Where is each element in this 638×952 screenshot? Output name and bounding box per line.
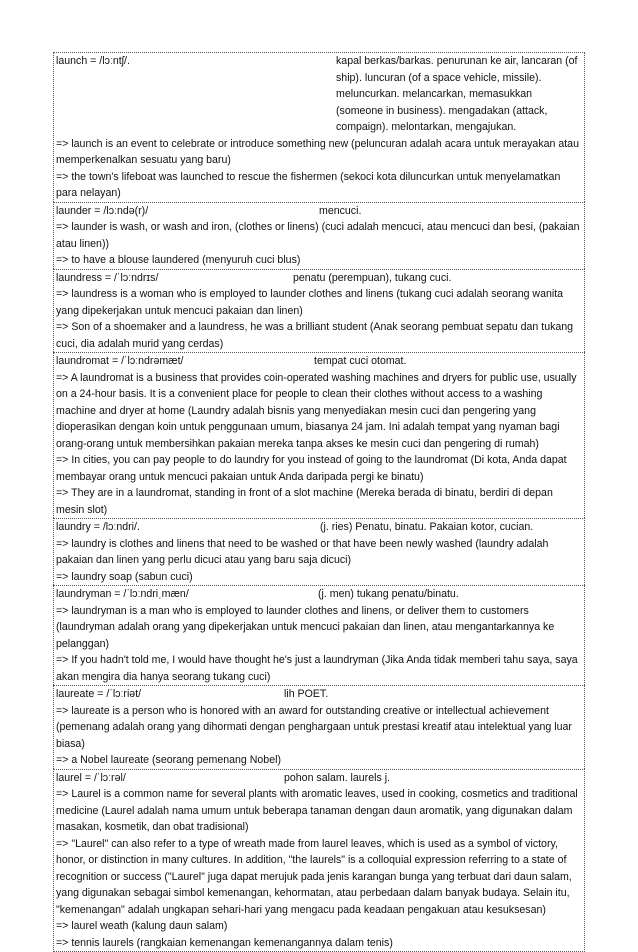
entry-headline: [56, 353, 582, 370]
translation: (j. ries) Penatu, binatu. Pakaian kotor, cucian.: [320, 519, 582, 536]
translation: penatu (perempuan), tukang cuci.: [293, 270, 582, 287]
translation: (j. men) tukang penatu/binatu.: [318, 586, 582, 603]
example-line: => A laundromat is a business that provides coin-operated washing machines and dryers for public use, usually on a 24-hour basis. It is a convenient place for people to clean their clothes without access to a washing machine and dryer at home (Laundry adalah bisnis yang menyediakan mesin cuci dan pengering yang dioperasikan dengan koin untuk penggunaan umum, biasanya 24 jam. Ini adalah tempat yang nyaman bagi orang-orang untuk membersihkan pakaian mereka tanpa akses ke mesin cuci dan pengering di rumah): [56, 370, 582, 453]
headword: launder = /lɔːndə(r)/: [56, 203, 319, 220]
headword: laundress = /ˈlɔːndrɪs/: [56, 270, 293, 287]
translation: pohon salam. laurels j.: [284, 770, 582, 787]
translation: mencuci.: [319, 203, 582, 220]
entry-headline: [56, 686, 582, 703]
example-line: => launch is an event to celebrate or introduce something new (peluncuran adalah acara untuk merayakan atau memperkenalkan sesuatu yang baru): [56, 136, 582, 169]
example-line: => launder is wash, or wash and iron, (clothes or linens) (cuci adalah mencuci, atau mencuci dan besi, (pakaian atau linen)): [56, 219, 582, 252]
example-line: => a Nobel laureate (seorang pemenang Nobel): [56, 752, 582, 769]
dictionary-entry: [53, 685, 585, 769]
dictionary-entry: [53, 769, 585, 952]
example-line: => "Laurel" can also refer to a type of wreath made from laurel leaves, which is used as a symbol of victory, honor, or distinction in many cultures. In addition, "the laurels" is a colloquial expression referring to a state of recognition or success ("Laurel" juga dapat merujuk pada jenis karangan bunga yang terbuat dari daun salam, yang digunakan sebagai simbol kemenangan, kehormatan, atau perbedaan dalam banyak budaya. Selain itu, "kemenangan" adalah ungkapan sehari-hari yang mengacu pada keadaan pengakuan atau kesuksesan): [56, 836, 582, 919]
example-line: => laurel weath (kalung daun salam): [56, 918, 582, 935]
entry-headline: [56, 770, 582, 787]
headword: laundromat = /ˈlɔːndrəmæt/: [56, 353, 314, 370]
headword: launch = /lɔːntʃ/.: [56, 53, 336, 136]
example-line: => They are in a laundromat, standing in front of a slot machine (Mereka berada di binatu, berdiri di depan mesin slot): [56, 485, 582, 518]
headword: laurel = /ˈlɔːrəl/: [56, 770, 284, 787]
entry-headline: [56, 270, 582, 287]
dictionary-entry: [53, 585, 585, 685]
example-line: => Son of a shoemaker and a laundress, he was a brilliant student (Anak seorang pembuat sepatu dan tukang cuci, dia adalah murid yang cerdas): [56, 319, 582, 352]
example-line: => laundry is clothes and linens that need to be washed or that have been newly washed (laundry adalah pakaian dan linen yang perlu dicuci atau yang baru saja dicuci): [56, 536, 582, 569]
headword: laureate = /ˈlɔːriət/: [56, 686, 284, 703]
entry-headline: [56, 53, 582, 136]
example-line: => laundry soap (sabun cuci): [56, 569, 582, 586]
example-line: => laundress is a woman who is employed to launder clothes and linens (tukang cuci adalah seorang wanita yang dipekerjakan untuk mencuci pakaian dan linen): [56, 286, 582, 319]
example-line: => the town's lifeboat was launched to rescue the fishermen (sekoci kota diluncurkan untuk menyelamatkan para nelayan): [56, 169, 582, 202]
headword: laundry = /lɔːndri/.: [56, 519, 320, 536]
translation: lih POET.: [284, 686, 582, 703]
headword: laundryman = /ˈlɔːndriˌmæn/: [56, 586, 318, 603]
example-line: => laundryman is a man who is employed to launder clothes and linens, or deliver them to customers (laundryman adalah orang yang dipekerjakan untuk mencuci pakaian dan linen, atau mengantarkannya ke pelanggan): [56, 603, 582, 653]
entry-headline: [56, 203, 582, 220]
example-line: => Laurel is a common name for several plants with aromatic leaves, used in cooking, cosmetics and traditional medicine (Laurel adalah nama umum untuk beberapa tanaman dengan daun aromatik, yang digunakan dalam masakan, kosmetik, dan obat tradisional): [56, 786, 582, 836]
dictionary-entry: [53, 352, 585, 518]
dictionary-entry: [53, 518, 585, 585]
example-line: => If you hadn't told me, I would have thought he's just a laundryman (Jika Anda tidak memberi tahu saya, saya akan mengira dia hanya seorang tukang cuci): [56, 652, 582, 685]
translation: tempat cuci otomat.: [314, 353, 582, 370]
translation: kapal berkas/barkas. penurunan ke air, lancaran (of ship). luncuran (of a space vehicle, missile). meluncurkan. melancarkan, memasukkan (someone in business). mengadakan (attack, compaign). melontarkan, mengajukan.: [336, 53, 582, 136]
example-line: => tennis laurels (rangkaian kemenangan kemenangannya dalam tenis): [56, 935, 582, 952]
entry-headline: [56, 519, 582, 536]
dictionary-entry: [53, 202, 585, 269]
entry-headline: [56, 586, 582, 603]
example-line: => laureate is a person who is honored with an award for outstanding creative or intellectual achievement (pemenang adalah orang yang dihormati dengan penghargaan untuk prestasi kreatif atau intelektual yang luar biasa): [56, 703, 582, 753]
dictionary-entry: [53, 269, 585, 353]
example-line: => In cities, you can pay people to do laundry for you instead of going to the laundromat (Di kota, Anda dapat membayar orang untuk mencuci pakaian untuk Anda daripada pergi ke binatu): [56, 452, 582, 485]
dictionary-page: [53, 52, 585, 952]
example-line: => to have a blouse laundered (menyuruh cuci blus): [56, 252, 582, 269]
dictionary-entry: [53, 52, 585, 202]
